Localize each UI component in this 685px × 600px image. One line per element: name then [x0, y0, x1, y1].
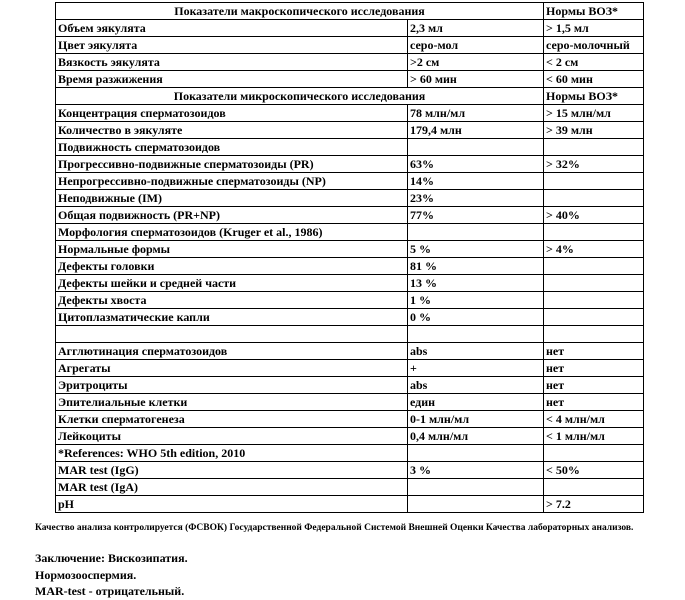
parameter-cell: Дефекты шейки и средней части — [56, 275, 408, 292]
result-cell: 23% — [408, 190, 544, 207]
parameter-cell: pH — [56, 496, 408, 513]
result-cell: 1 % — [408, 292, 544, 309]
norm-header: Нормы ВОЗ* — [544, 3, 644, 20]
table-row — [56, 496, 644, 513]
norm-cell: < 60 мин — [544, 71, 644, 88]
parameter-cell: Лейкоциты — [56, 428, 408, 445]
parameter-cell: Объем эякулята — [56, 20, 408, 37]
table-row — [56, 207, 644, 224]
table-body — [56, 3, 644, 513]
norm-cell — [544, 139, 644, 156]
result-cell: > 60 мин — [408, 71, 544, 88]
section-header-row — [56, 3, 644, 20]
result-cell: 179,4 млн — [408, 122, 544, 139]
parameter-cell: *References: WHO 5th edition, 2010 — [56, 445, 408, 462]
table-row — [56, 37, 644, 54]
table-row — [56, 479, 644, 496]
result-cell: + — [408, 360, 544, 377]
result-cell: 13 % — [408, 275, 544, 292]
norm-cell: нет — [544, 377, 644, 394]
result-cell: 0-1 млн/мл — [408, 411, 544, 428]
result-cell: >2 см — [408, 54, 544, 71]
table-row — [56, 224, 644, 241]
parameter-cell: MAR test (IgA) — [56, 479, 408, 496]
parameter-cell: Непрогрессивно-подвижные сперматозоиды (NP) — [56, 173, 408, 190]
parameter-cell: Общая подвижность (PR+NP) — [56, 207, 408, 224]
table-row — [56, 326, 644, 343]
norm-cell: > 32% — [544, 156, 644, 173]
table-row — [56, 20, 644, 37]
result-cell: 2,3 мл — [408, 20, 544, 37]
norm-cell — [544, 258, 644, 275]
table-row — [56, 377, 644, 394]
parameter-cell: Эпителиальные клетки — [56, 394, 408, 411]
norm-cell — [544, 292, 644, 309]
result-cell: abs — [408, 377, 544, 394]
parameter-cell: Количество в эякуляте — [56, 122, 408, 139]
norm-cell — [544, 326, 644, 343]
section-title: Показатели макроскопического исследования — [56, 3, 544, 20]
parameter-cell — [56, 326, 408, 343]
result-cell — [408, 479, 544, 496]
semen-analysis-table — [55, 2, 644, 513]
result-cell: 0 % — [408, 309, 544, 326]
table-row — [56, 292, 644, 309]
table-row — [56, 71, 644, 88]
conclusion-line: Нормозооспермия. — [35, 568, 137, 582]
result-cell: серо-мол — [408, 37, 544, 54]
result-cell: 14% — [408, 173, 544, 190]
parameter-cell: Цвет эякулята — [56, 37, 408, 54]
norm-cell: < 4 млн/мл — [544, 411, 644, 428]
parameter-cell: Агглютинация сперматозоидов — [56, 343, 408, 360]
table-row — [56, 105, 644, 122]
norm-header: Нормы ВОЗ* — [544, 88, 644, 105]
norm-cell: < 50% — [544, 462, 644, 479]
norm-cell — [544, 275, 644, 292]
result-cell: 0,4 млн/мл — [408, 428, 544, 445]
norm-cell: серо-молочный — [544, 37, 644, 54]
norm-cell — [544, 479, 644, 496]
parameter-cell: Неподвижные (IM) — [56, 190, 408, 207]
table-row — [56, 156, 644, 173]
table-row — [56, 122, 644, 139]
norm-cell — [544, 445, 644, 462]
parameter-cell: Клетки сперматогенеза — [56, 411, 408, 428]
table-row — [56, 275, 644, 292]
parameter-cell: Концентрация сперматозоидов — [56, 105, 408, 122]
result-cell: 63% — [408, 156, 544, 173]
table-row — [56, 241, 644, 258]
norm-cell — [544, 309, 644, 326]
table-row — [56, 394, 644, 411]
norm-cell: нет — [544, 360, 644, 377]
result-cell: 77% — [408, 207, 544, 224]
parameter-cell: Морфология сперматозоидов (Kruger et al., 1986) — [56, 224, 408, 241]
norm-cell — [544, 190, 644, 207]
norm-cell: нет — [544, 394, 644, 411]
result-cell — [408, 224, 544, 241]
table-row — [56, 139, 644, 156]
parameter-cell: Вязкость эякулята — [56, 54, 408, 71]
norm-cell: < 1 млн/мл — [544, 428, 644, 445]
table-row — [56, 360, 644, 377]
result-cell: 3 % — [408, 462, 544, 479]
result-cell: 5 % — [408, 241, 544, 258]
section-header-row — [56, 88, 644, 105]
norm-cell: < 2 см — [544, 54, 644, 71]
parameter-cell: Дефекты хвоста — [56, 292, 408, 309]
table-row — [56, 190, 644, 207]
conclusion-line: Заключение: Вискозипатия. — [35, 551, 188, 565]
parameter-cell: Цитоплазматические капли — [56, 309, 408, 326]
parameter-cell: Подвижность сперматозоидов — [56, 139, 408, 156]
parameter-cell: Время разжижения — [56, 71, 408, 88]
parameter-cell: Нормальные формы — [56, 241, 408, 258]
result-cell — [408, 326, 544, 343]
table-row — [56, 54, 644, 71]
result-cell: abs — [408, 343, 544, 360]
norm-cell: > 7.2 — [544, 496, 644, 513]
table-row — [56, 309, 644, 326]
parameter-cell: Агрегаты — [56, 360, 408, 377]
result-cell: 81 % — [408, 258, 544, 275]
table-row — [56, 343, 644, 360]
parameter-cell: Эритроциты — [56, 377, 408, 394]
section-title: Показатели микроскопического исследования — [56, 88, 544, 105]
parameter-cell: Дефекты головки — [56, 258, 408, 275]
norm-cell: > 4% — [544, 241, 644, 258]
norm-cell: > 39 млн — [544, 122, 644, 139]
parameter-cell: Прогрессивно-подвижные сперматозоиды (PR) — [56, 156, 408, 173]
norm-cell: > 15 млн/мл — [544, 105, 644, 122]
norm-cell: > 1,5 мл — [544, 20, 644, 37]
table-row — [56, 462, 644, 479]
table-row — [56, 445, 644, 462]
norm-cell: > 40% — [544, 207, 644, 224]
table-row — [56, 173, 644, 190]
norm-cell — [544, 173, 644, 190]
conclusion-line: MAR-test - отрицательный. — [35, 584, 185, 598]
result-cell: един — [408, 394, 544, 411]
result-cell — [408, 496, 544, 513]
result-cell — [408, 139, 544, 156]
result-cell — [408, 445, 544, 462]
parameter-cell: MAR test (IgG) — [56, 462, 408, 479]
table-row — [56, 411, 644, 428]
table-row — [56, 428, 644, 445]
quality-control-note: Качество анализа контролируется (ФСВОК) Государственной Федеральной Системой Внешней Оценки Качества лабораторных анализов. — [35, 523, 634, 533]
norm-cell: нет — [544, 343, 644, 360]
result-cell: 78 млн/мл — [408, 105, 544, 122]
table-row — [56, 258, 644, 275]
norm-cell — [544, 224, 644, 241]
